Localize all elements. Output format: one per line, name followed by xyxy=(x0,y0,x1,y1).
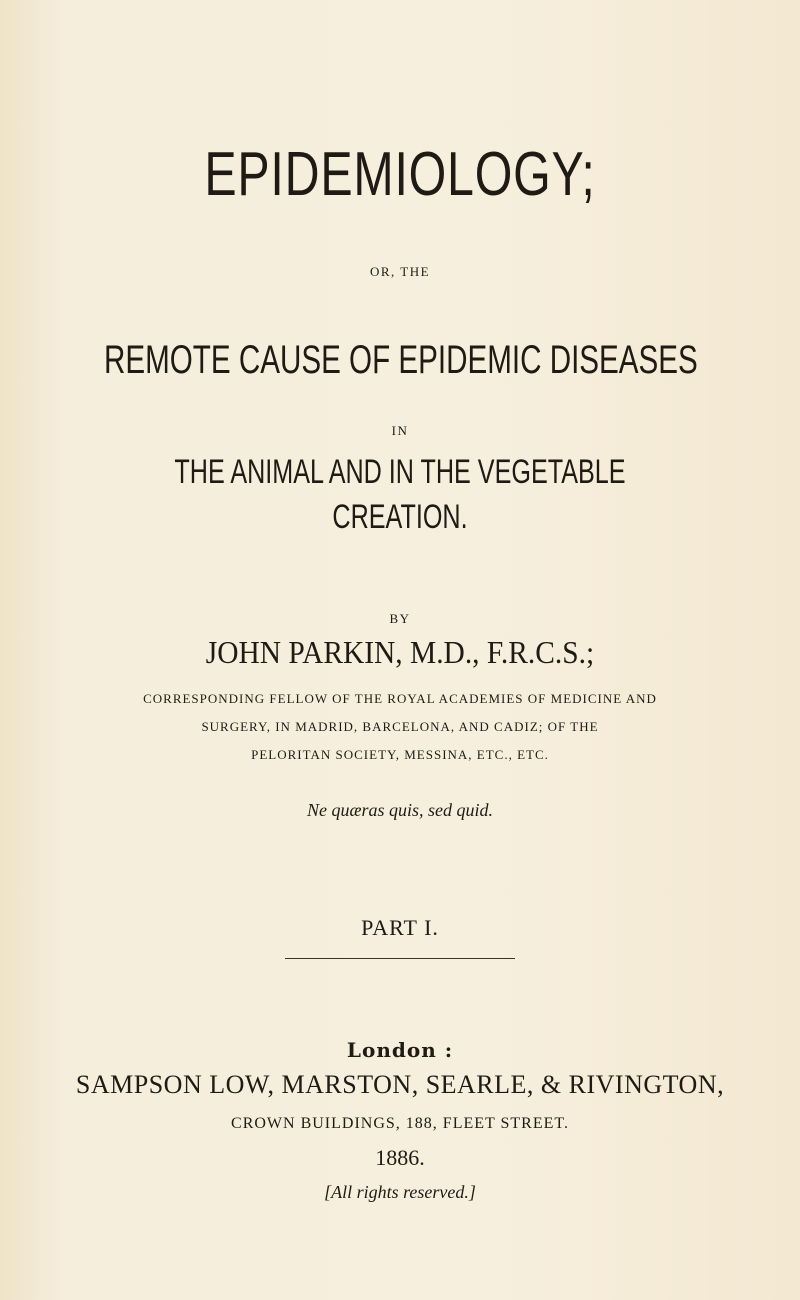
book-title: EPIDEMIOLOGY; xyxy=(204,140,596,209)
author-name: JOHN PARKIN, M.D., F.R.C.S.; xyxy=(205,634,595,670)
subtitle-line-2: THE ANIMAL AND IN THE VEGETABLE xyxy=(174,453,626,491)
by-label: BY xyxy=(389,611,411,626)
in-connector: IN xyxy=(391,423,409,438)
subtitle-line-3: CREATION. xyxy=(332,498,468,536)
author-credentials-line-1: CORRESPONDING FELLOW OF THE ROYAL ACADEMIES OF MEDICINE AND xyxy=(143,691,657,706)
publisher-address: CROWN BUILDINGS, 188, FLEET STREET. xyxy=(231,1115,569,1132)
part-label: PART I. xyxy=(361,915,439,940)
or-the-connector: OR, THE xyxy=(369,264,431,279)
author-credentials-line-3: PELORITAN SOCIETY, MESSINA, ETC., ETC. xyxy=(251,747,549,762)
motto: Ne quæras quis, sed quid. xyxy=(306,800,493,820)
author-credentials-line-2: SURGERY, IN MADRID, BARCELONA, AND CADIZ; OF THE xyxy=(201,719,599,734)
publication-place: London : xyxy=(346,1038,454,1062)
divider-rule xyxy=(285,958,515,959)
publication-year: 1886. xyxy=(375,1145,425,1170)
rights-notice: [All rights reserved.] xyxy=(324,1182,476,1202)
subtitle: REMOTE CAUSE OF EPIDEMIC DISEASES xyxy=(104,338,698,382)
publisher: SAMPSON LOW, MARSTON, SEARLE, & RIVINGTON, xyxy=(75,1070,725,1099)
